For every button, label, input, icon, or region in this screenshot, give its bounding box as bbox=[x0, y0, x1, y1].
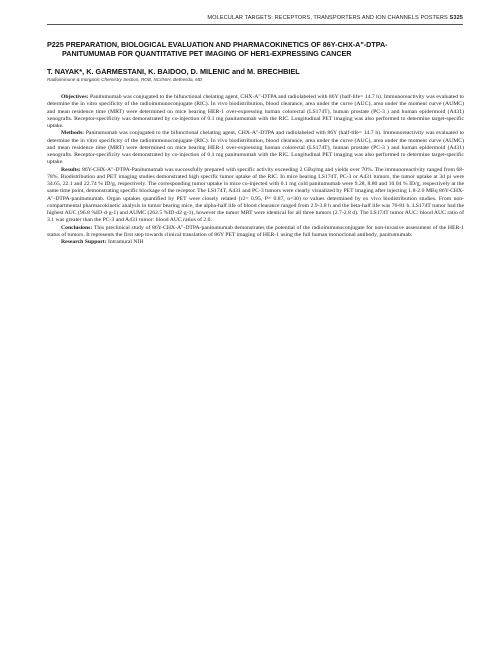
page-number: S325 bbox=[449, 15, 463, 21]
section-results bbox=[47, 167, 464, 225]
section-heading: Conclusions: bbox=[61, 224, 93, 231]
author-list: T. NAYAK*, K. GARMESTANI, K. BAIDOO, D. MILENIC and M. BRECHBIEL bbox=[47, 67, 300, 76]
section-methods bbox=[47, 130, 464, 166]
section-heading: Methods: bbox=[61, 130, 85, 137]
abstract-title bbox=[47, 40, 447, 58]
section-objectives bbox=[47, 94, 464, 130]
header-rule bbox=[47, 24, 463, 25]
section-text: 86Y-CHX-A"-DTPA-Panitumumab was successfully prepared with specific activity exceeding 2 GBq/mg and yields over 70%. The immunoreactivity ranged from 68-78%. Biodistribution and PET imaging studies demonstrated high specific tumor uptake of the RIC. In mice bearing LS174T, PC-3 or A431 tumors, the tumor uptake at 3d pi were 34.65, 22.1 and 22.74 % ID/g, respectively. The corresponding tumor uptake in mice co-injected with 0.1 mg cold panitumumab were 9.28, 8.80 and 10.04 % ID/g, respectively at the same time point, demonstrating specific blockage of the receptor. The LS174T, A431 and PC-3 tumors were clearly visualized by PET imaging after injecting 1.8-2.0 MBq 86Y-CHX-A"-DTPA-panitumumab. Organ uptakes quantified by PET were closely related (r2= 0.95, P= 0.87, n=30) to values determined by ex vivo biodistribution studies. From non-compartmental pharmacokinetic analysis in tumor bearing mice, the alpha-half life of blood clearance ranged from 2.9-3.8 h and the beta-half life was 76-81 h. LS174T tumor had the highest AUC (96.8 %ID·d·g-1) and AUMC (262.5 %ID·d2·g-1), however the tumor MRT were identical for all three tumors (2.7-2.8 d). The LS174T tumor AUC: blood AUC ratio of 3.1 was greater than the PC-3 and A431 tumor: blood AUC ratios of 2.0. bbox=[47, 166, 464, 224]
abstract-body bbox=[47, 94, 464, 246]
running-header bbox=[207, 15, 463, 21]
section-research-support bbox=[47, 239, 464, 246]
section-heading: Results: bbox=[61, 166, 81, 173]
title-line-1: P225 PREPARATION, BIOLOGICAL EVALUATION AND PHARMACOKINETICS OF 86Y-CHX-A"-DTPA- bbox=[47, 40, 388, 49]
section-conclusions bbox=[47, 225, 464, 240]
section-text: This preclinical study of 86Y-CHX-A"-DTPA-panitumumab demonstrates the potential of the radioimmunoconjugate for non-invasive assessment of the HER-1 status of tumors. It represents the first step towards clinical translation of 86Y PET imaging of HER-1 using the full human monoclonal antibody, panitumumab. bbox=[47, 224, 464, 238]
running-title: MOLECULAR TARGETS: RECEPTORS, TRANSPORTERS AND ION CHANNELS POSTERS bbox=[207, 15, 450, 21]
section-text: Panitumumab was conjugated to the bifunctional chelating agent, CHX-A"-DTPA and radiolabeled with 86Y (half-life= 14.7 h). Immunoreactivity was evaluated to determine the in vitro specificity of the radioimmunoconjugate (RIC). In vivo biodistribution, blood clearance, area under the curve (AUC), area under the moment curve (AUMC) and mean residence time (MRT) were determined on mice bearing HER-1 over-expressing human colorectal (LS174T), human prostate (PC-3 ) and human epidermoid (A431) xenografts. Receptor-specificity was demonstrated by co-injection of 0.1 mg panitumumab with the RIC. Longitudinal PET imaging was also performed to determine target-specific uptake. bbox=[47, 130, 464, 166]
affiliation: Radioimmune & Inorganic Chemistry Section, ROB, NCI/NIH, Bethesda, MD bbox=[47, 77, 203, 82]
section-heading: Objectives: bbox=[61, 94, 89, 100]
section-text: Intramural NIH bbox=[106, 239, 144, 245]
title-line-2: PANITUMUMAB FOR QUANTITATIVE PET IMAGING OF HER1-EXPRESSING CANCER bbox=[62, 49, 352, 58]
section-heading: Research Support: bbox=[61, 239, 107, 245]
section-text: Panitumumab was conjugated to the bifunctional chelating agent, CHX-A"-DTPA and radiolabeled with 86Y (half-life= 14.7 h). Immunoreactivity was evaluated to determine the in vitro specificity of the radioimmunoconjugate (RIC). In vivo biodistribution, blood clearance, area under the curve (AUC), area under the moment curve (AUMC) and mean residence time (MRT) were determined on mice bearing HER-1 over-expressing human colorectal (LS174T), human prostate (PC-3 ) and human epidermoid (A431) xenografts. Receptor-specificity was demonstrated by co-injection of 0.1 mg panitumumab with the RIC. Longitudinal PET imaging was also performed to determine target-specific uptake. bbox=[47, 94, 464, 129]
